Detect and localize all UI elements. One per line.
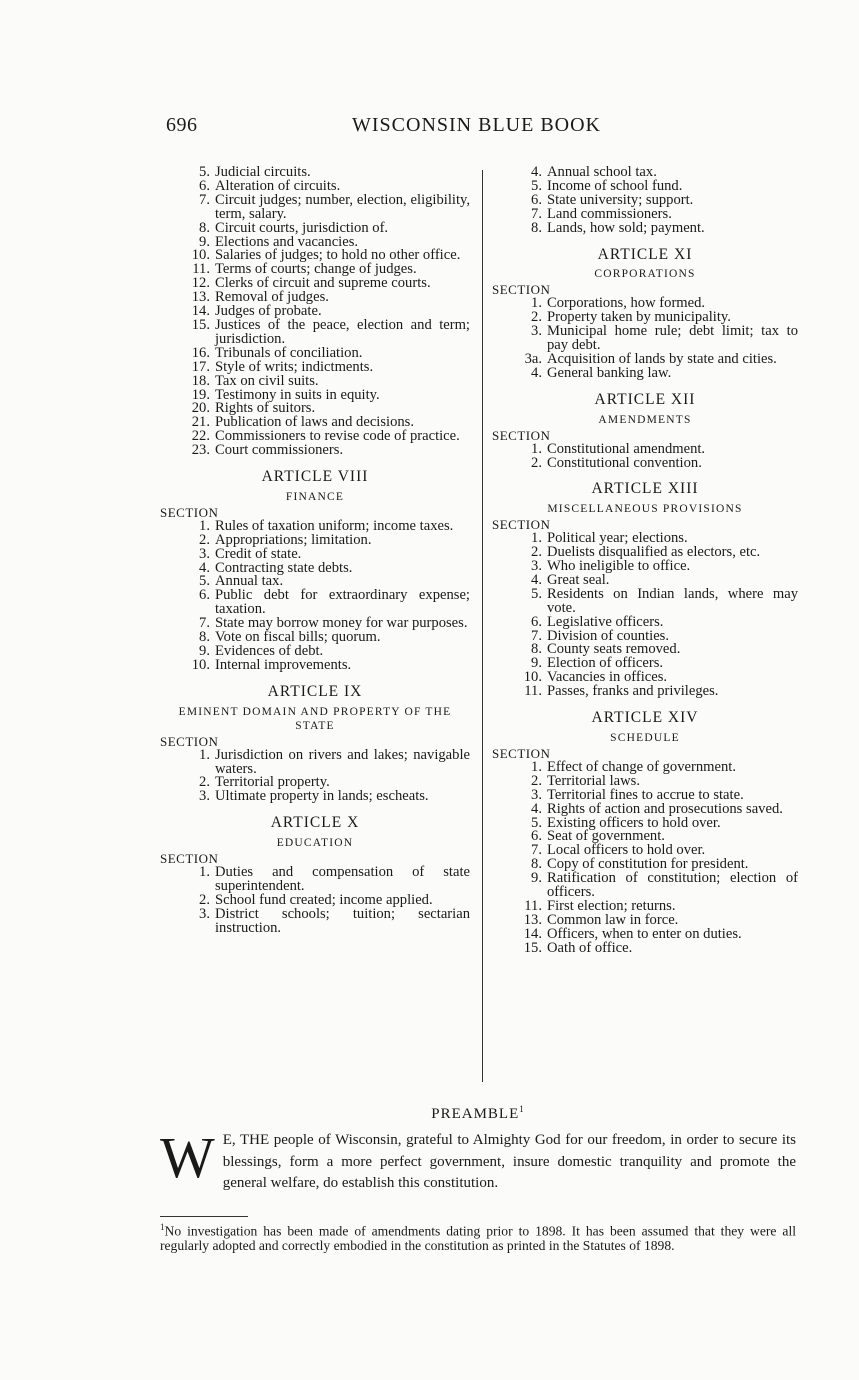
item-text: Rules of taxation uniform; income taxes. [215, 517, 454, 534]
left-column [160, 166, 470, 936]
item-text: Duelists disqualified as electors, etc. [547, 544, 761, 561]
article-subtitle: CORPORATIONS [594, 268, 696, 281]
section-list [492, 758, 798, 956]
item-text: Legislative officers. [547, 613, 664, 630]
item-number: 5. [199, 164, 210, 180]
item-text: Duties and compensation of state superintendent. [215, 864, 470, 894]
article-subtitle: FINANCE [285, 490, 345, 503]
item-text: Corporations, how formed. [547, 295, 706, 312]
item-text: State may borrow money for war purposes. [215, 615, 468, 632]
item-number: 2. [531, 772, 542, 789]
item-number: 4. [531, 164, 542, 180]
item-number: 8. [531, 856, 542, 873]
item-number: 9. [531, 870, 542, 887]
item-text: Vote on fiscal bills; quorum. [215, 629, 381, 646]
item-text: Territorial laws. [547, 772, 640, 789]
item-text: Judges of probate. [215, 303, 322, 320]
page-header [166, 114, 796, 140]
article-title: ARTICLE VIII [261, 468, 369, 486]
item-text: Copy of constitution for president. [547, 856, 749, 873]
list-item [492, 454, 798, 471]
list-item [160, 191, 470, 222]
article-title: ARTICLE XI [597, 245, 693, 263]
list-item [492, 939, 798, 956]
item-number: 7. [531, 205, 542, 222]
item-text: Tax on civil suits. [215, 372, 319, 389]
item-number: 5. [531, 585, 542, 602]
item-text: Local officers to hold over. [547, 842, 706, 859]
list-item [492, 685, 798, 699]
item-number: 1. [531, 530, 542, 547]
list-item [492, 872, 798, 900]
list-item [160, 656, 470, 673]
section-label: SECTION [160, 851, 219, 867]
item-number: 10. [191, 247, 210, 264]
item-number: 7. [199, 191, 210, 208]
item-number: 3. [531, 323, 542, 340]
item-text: Internal improvements. [215, 656, 352, 673]
item-text: Annual tax. [215, 573, 284, 590]
footnote-reference: 1 [519, 1104, 525, 1114]
item-number: 13. [523, 911, 542, 928]
item-text: Rights of suitors. [215, 400, 316, 417]
item-number: 6. [199, 587, 210, 604]
item-text: Alteration of circuits. [215, 177, 341, 194]
item-text: Acquisition of lands by state and cities. [547, 350, 777, 367]
section-label: SECTION [492, 427, 551, 443]
item-text: General banking law. [547, 364, 672, 381]
section-list [160, 866, 470, 936]
item-number: 2. [531, 309, 542, 326]
item-text: Great seal. [547, 571, 610, 588]
section-label: SECTION [492, 746, 551, 761]
list-item [160, 866, 470, 894]
item-text: Oath of office. [547, 939, 633, 956]
item-text: Removal of judges. [215, 289, 329, 306]
item-text: Commissioners to revise code of practice. [215, 428, 460, 445]
item-text: Residents on Indian lands, where may vote. [547, 585, 798, 616]
item-text: Jurisdiction on rivers and lakes; navigable waters. [215, 746, 470, 777]
running-title: WISCONSIN BLUE BOOK [352, 114, 601, 136]
article-title: ARTICLE XIV [591, 709, 699, 727]
section-list [160, 517, 470, 673]
item-text: Political year; elections. [547, 530, 688, 547]
item-number: 2. [531, 544, 542, 561]
item-number: 20. [191, 400, 210, 417]
item-text: Justices of the peace, election and term; jurisdiction. [215, 316, 470, 347]
item-number: 13. [191, 289, 210, 306]
list-item [492, 585, 798, 616]
preamble-heading [160, 1104, 796, 1123]
item-number: 8. [199, 629, 210, 646]
item-text: Division of counties. [547, 627, 670, 644]
item-text: Passes, franks and privileges. [547, 683, 719, 700]
item-text: Lands, how sold; payment. [547, 219, 705, 236]
item-number: 5. [531, 177, 542, 194]
preamble-text [160, 1125, 796, 1195]
item-text: Clerks of circuit and supreme courts. [215, 275, 431, 292]
footnote-text: No investigation has been made of amendments dating prior to 1898. It has been assumed that they were all regularly adopted and correctly embodied in the constitution as printed in the Statutes of 1898. [160, 1223, 796, 1254]
item-number: 1. [531, 440, 542, 457]
item-number: 6. [531, 828, 542, 845]
footnote-mark: 1 [160, 1222, 165, 1232]
article-subtitle: EMINENT DOMAIN AND PROPERTY OF THE STATE [178, 705, 452, 732]
item-text: Credit of state. [215, 545, 302, 562]
item-text: Circuit judges; number, election, eligibility, term, salary. [215, 191, 470, 222]
item-text: Municipal home rule; debt limit; tax to pay debt. [547, 323, 798, 354]
item-text: County seats removed. [547, 641, 681, 658]
item-number: 2. [199, 531, 210, 548]
item-number: 16. [191, 344, 210, 361]
list-item [492, 325, 798, 353]
section-list [492, 297, 798, 380]
preamble-title: PREAMBLE [431, 1106, 520, 1122]
list-item [160, 905, 470, 936]
item-text: Judicial circuits. [215, 164, 311, 180]
item-text: Who ineligible to office. [547, 558, 691, 575]
item-text: Contracting state debts. [215, 559, 353, 576]
item-text: Style of writs; indictments. [215, 358, 374, 375]
item-text: Ultimate property in lands; escheats. [215, 788, 429, 805]
article-xi [492, 245, 798, 381]
item-number: 6. [531, 191, 542, 208]
list-item [492, 219, 798, 236]
item-number: 10. [191, 656, 210, 673]
article-xii [492, 390, 798, 471]
item-number: 14. [191, 303, 210, 320]
item-number: 5. [531, 814, 542, 831]
article-x [160, 816, 470, 935]
article-viii [160, 470, 470, 673]
item-text: Common law in force. [547, 911, 679, 928]
item-text: Existing officers to hold over. [547, 814, 721, 831]
item-text: Court commissioners. [215, 442, 344, 459]
item-text: Vacancies in offices. [547, 669, 668, 686]
section-list [492, 440, 798, 471]
continued-list [492, 166, 798, 236]
item-text: District schools; tuition; sectarian instruction. [215, 905, 470, 936]
item-number: 14. [523, 925, 542, 942]
item-number: 10. [523, 669, 542, 686]
item-number: 4. [531, 571, 542, 588]
item-number: 21. [191, 414, 210, 431]
item-text: Annual school tax. [547, 164, 657, 180]
item-number: 1. [199, 864, 210, 881]
list-item [160, 746, 470, 777]
footnote [160, 1220, 796, 1254]
item-number: 1. [199, 746, 210, 763]
section-list [160, 746, 470, 805]
item-text: Elections and vacancies. [215, 233, 359, 250]
item-text: Income of school fund. [547, 177, 683, 194]
article-title: ARTICLE IX [267, 682, 363, 700]
item-number: 2. [199, 774, 210, 791]
item-text: Territorial property. [215, 774, 330, 791]
item-text: Seat of government. [547, 828, 665, 845]
item-text: Constitutional amendment. [547, 440, 706, 457]
item-text: First election; returns. [547, 897, 676, 914]
item-number: 11. [192, 261, 210, 278]
item-number: 12. [191, 275, 210, 292]
section-label: SECTION [492, 517, 551, 533]
item-text: Testimony in suits in equity. [215, 386, 380, 403]
item-number: 18. [191, 372, 210, 389]
item-number: 9. [199, 643, 210, 659]
item-number: 2. [531, 454, 542, 471]
item-number: 2. [199, 891, 210, 908]
item-number: 19. [191, 386, 210, 403]
item-text: Constitutional convention. [547, 454, 702, 471]
item-text: Territorial fines to accrue to state. [547, 786, 744, 803]
item-number: 1. [199, 517, 210, 534]
section-list [492, 532, 798, 699]
item-number: 8. [531, 641, 542, 658]
page-number: 696 [166, 114, 198, 136]
item-text: Terms of courts; change of judges. [215, 261, 417, 278]
item-number: 8. [531, 219, 542, 236]
item-text: Evidences of debt. [215, 643, 324, 659]
item-number: 17. [191, 358, 210, 375]
item-number: 3. [199, 545, 210, 562]
item-number: 9. [199, 233, 210, 250]
list-item [492, 364, 798, 381]
drop-cap: W [160, 1125, 215, 1190]
item-text: Land commissioners. [547, 205, 672, 222]
article-ix [160, 682, 470, 805]
item-text: Circuit courts, jurisdiction of. [215, 219, 389, 236]
article-subtitle: AMENDMENTS [598, 413, 692, 426]
section-label: SECTION [492, 282, 551, 298]
item-text: Tribunals of conciliation. [215, 344, 363, 361]
list-item [160, 444, 470, 458]
item-text: State university; support. [547, 191, 694, 208]
item-number: 3. [531, 786, 542, 803]
article-title: ARTICLE XIII [591, 480, 699, 498]
article-title: ARTICLE XII [594, 390, 696, 408]
item-number: 23. [191, 442, 210, 459]
item-number: 4. [199, 559, 210, 576]
item-text: Publication of laws and decisions. [215, 414, 415, 431]
item-number: 4. [531, 364, 542, 381]
article-xiv [492, 711, 798, 956]
item-number: 6. [531, 613, 542, 630]
article-title: ARTICLE X [270, 814, 360, 832]
item-text: Property taken by municipality. [547, 309, 731, 326]
item-number: 5. [199, 573, 210, 590]
section-label: SECTION [160, 504, 219, 520]
item-number: 4. [531, 800, 542, 817]
item-number: 3a. [524, 350, 542, 367]
article-xiii [492, 482, 798, 699]
item-text: Salaries of judges; to hold no other office. [215, 247, 461, 264]
item-number: 7. [199, 615, 210, 632]
item-number: 11. [524, 897, 542, 914]
item-number: 1. [531, 295, 542, 312]
item-number: 6. [199, 177, 210, 194]
list-item [160, 790, 470, 804]
item-number: 11. [524, 683, 542, 700]
item-number: 8. [199, 219, 210, 236]
continued-list [160, 166, 470, 458]
item-number: 7. [531, 627, 542, 644]
item-text: Appropriations; limitation. [215, 531, 372, 548]
footnote-rule [160, 1216, 248, 1217]
item-text: Ratification of constitution; election of officers. [547, 870, 798, 901]
list-item [160, 589, 470, 617]
list-item [160, 316, 470, 347]
item-text: School fund created; income applied. [215, 891, 433, 908]
item-number: 15. [191, 316, 210, 333]
item-text: Rights of action and prosecutions saved. [547, 800, 783, 817]
item-number: 3. [199, 905, 210, 922]
item-text: Officers, when to enter on duties. [547, 925, 742, 942]
article-subtitle: SCHEDULE [610, 732, 680, 744]
item-text: Election of officers. [547, 655, 664, 672]
article-subtitle: MISCELLANEOUS PROVISIONS [547, 503, 743, 516]
item-number: 3. [531, 558, 542, 575]
item-number: 9. [531, 655, 542, 672]
item-number: 22. [191, 428, 210, 445]
column-divider [482, 170, 483, 1082]
preamble-body: E, THE people of Wisconsin, grateful to Almighty God for our freedom, in order to secure its blessings, form a more perfect government, insure domestic tranquility and promote the general welfare, do establish this constitution. [222, 1132, 796, 1191]
item-number: 7. [531, 842, 542, 859]
article-subtitle: EDUCATION [276, 837, 354, 850]
item-text: Effect of change of government. [547, 758, 736, 775]
item-number: 3. [199, 788, 210, 805]
item-text: Public debt for extraordinary expense; taxation. [215, 587, 470, 618]
section-label: SECTION [160, 733, 219, 749]
right-column [492, 166, 798, 956]
item-number: 1. [531, 758, 542, 775]
item-number: 15. [523, 939, 542, 956]
